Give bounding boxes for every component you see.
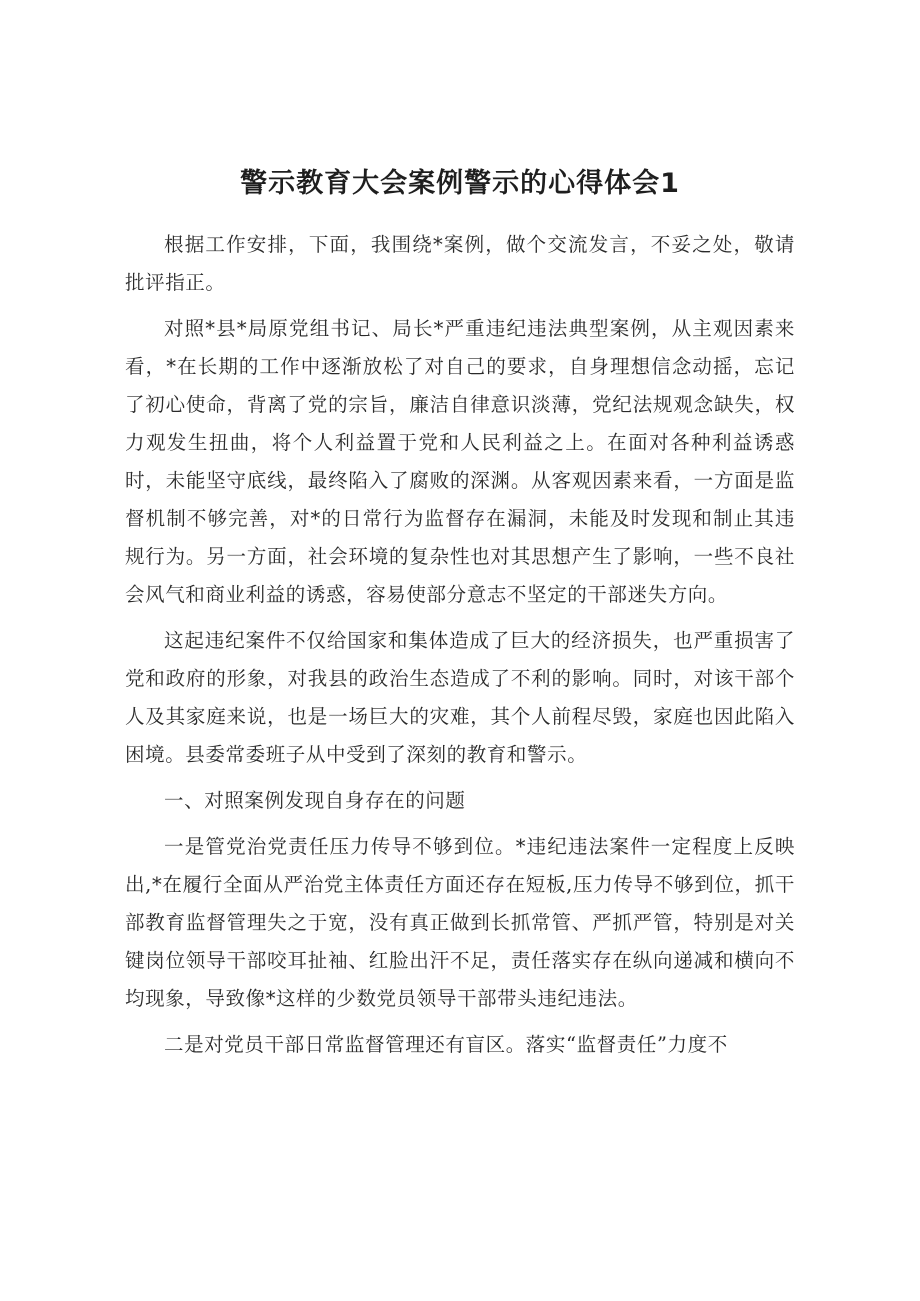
document-body [125, 226, 795, 1064]
paragraph-impact: 这起违纪案件不仅给国家和集体造成了巨大的经济损失，也严重损害了党和政府的形象，对我县的政治生态造成了不利的影响。同时，对该干部个人及其家庭来说，也是一场巨大的灾难，其个人前程尽毁，家庭也因此陷入困境。县委常委班子从中受到了深刻的教育和警示。 [125, 629, 795, 766]
paragraph-case-analysis: 对照*县*局原党组书记、局长*严重违纪违法典型案例，从主观因素来看，*在长期的工作中逐渐放松了对自己的要求，自身理想信念动摇，忘记了初心使命，背离了党的宗旨，廉洁自律意识淡薄，党纪法规观念缺失，权力观发生扭曲，将个人利益置于党和人民利益之上。在面对各种利益诱惑时，未能坚守底线，最终陷入了腐败的深渊。从客观因素来看，一方面是监督机制不够完善，对*的日常行为监督存在漏洞，未能及时发现和制止其违规行为。另一方面，社会环境的复杂性也对其思想产生了影响，一些不良社会风气和商业利益的诱惑，容易使部分意志不坚定的干部迷失方向。 [125, 317, 795, 606]
paragraph-intro: 根据工作安排，下面，我围绕*案例，做个交流发言，不妥之处，敬请批评指正。 [125, 233, 795, 294]
section-heading: 一、对照案例发现自身存在的问题 [164, 789, 466, 812]
document-title: 警示教育大会案例警示的心得体会1 [240, 168, 680, 199]
paragraph-problem-two: 二是对党员干部日常监督管理还有盲区。落实“监督责任”力度不 [164, 1033, 728, 1056]
paragraph-problem-one: 一是管党治党责任压力传导不够到位。*违纪违法案件一定程度上反映出,*在履行全面从严治党主体责任方面还存在短板,压力传导不够到位，抓干部教育监督管理失之于宽，没有真正做到长抓常管、严抓严管，特别是对关键岗位领导干部咬耳扯袖、红脸出汗不足，责任落实存在纵向递减和横向不均现象，导致像*这样的少数党员领导干部带头违纪违法。 [125, 835, 795, 1010]
